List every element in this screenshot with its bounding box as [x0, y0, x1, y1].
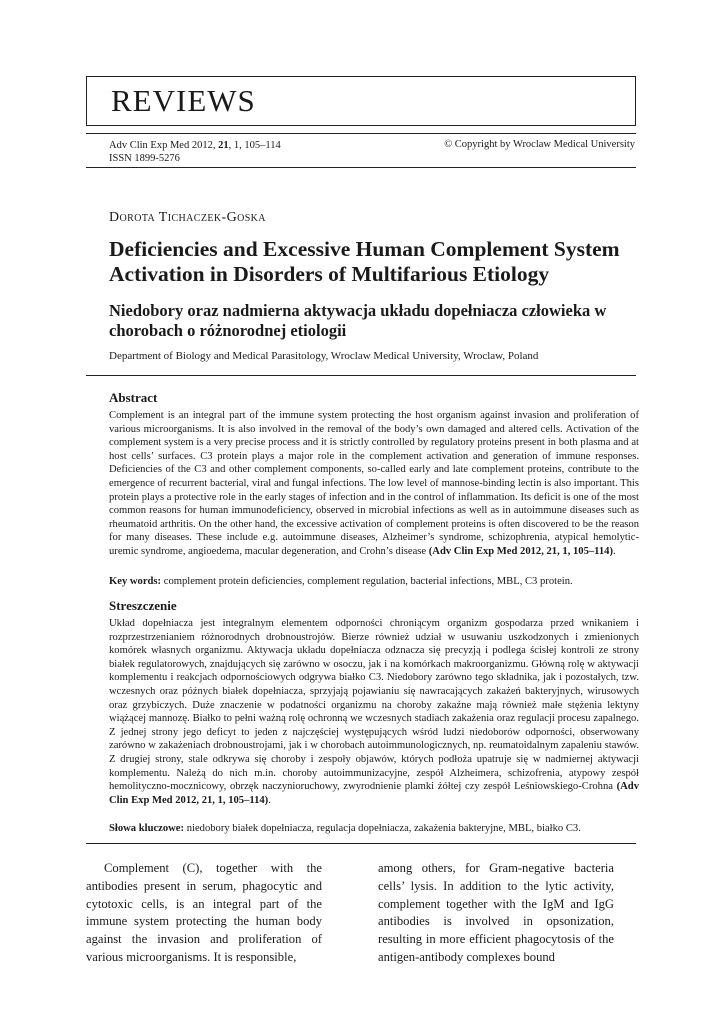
body-column-left: Complement (C), together with the antibodies present in serum, phagocytic and cytotoxic cells, is an integral part of the immune system protecting the human body against the invasion and proliferation of various microorganisms. It is responsible, [86, 861, 322, 964]
journal-citation-suffix: , 1, 105–114 [228, 140, 281, 151]
slowa-kluczowe-label: Słowa kluczowe: [109, 823, 185, 834]
header-bottom-rule [86, 167, 636, 168]
journal-volume: 21 [218, 140, 229, 151]
abstract-body: Complement is an integral part of the immune system protecting the host organism against invasion and proliferation of various microorganisms. It is also involved in the removal of the body’s own damaged and altered cells. Activation of the complement system is a very precise process and it is strictly controlled by regulatory proteins present in both plasma and at host cells’ surfaces. C3 protein plays a major role in the complement activation and generation of immune responses. Deficiencies of the C3 and other complement components, so-called early and late complement proteins, contribute to the emergence of recurrent bacterial, viral and fungal infections. The low level of mannose-binding lectin is also important. This protein plays a protective role in the early stages of infection and in the control of inflammation. Its deficit is one of the most common reasons for human immunodeficiency, observed in microbial infections as well as in autoimmune diseases such as rheumatoid arthritis. On the other hand, the excessive activation of complement proteins is often discovered to be the reason for many diseases. These include e.g. autoimmune diseases, Alzheimer’s syndrome, schizophrenia, atypical hemolytic-uremic syndrome, angioedema, macular degeneration, and Crohn’s disease (Adv Clin Exp Med 2012, 21, 1, 105–114). [109, 410, 639, 557]
streszczenie-citation: (Adv Clin Exp Med 2012, 21, 1, 105–114) [109, 781, 639, 806]
abstract-top-rule [86, 375, 636, 376]
article-title: Deficiencies and Excessive Human Complement System Activation in Disorders of Multifarious Etiology [109, 237, 620, 286]
section-label-box [86, 76, 636, 126]
streszczenie-text: Układ dopełniacza jest integralnym elementem odporności chroniącym organizm gospodarza przed wnikaniem i rozprzestrzenianiem różnorodnych drobnoustrojów. Bierze również udział w usuwaniu uszkodzonych i zmienionych komórek własnych organizmu. Aktywacja układu dopełniacza odznacza się precyzją i podlega ścisłej kontroli ze strony białek regulatorowych, znajdujących się zarówno w osoczu, jak i na komórkach makroorganizmu. Główną rolę w aktywacji komplementu i reakcjach odpornościowych odgrywa białko C3. Niedobory zarówno tego składnika, jak i pozostałych, tzw. wczesnych oraz późnych białek dopełniacza, sprzyjają pojawianiu się nawracających zakażeń bakteryjnych, wirusowych oraz grzybiczych. Duże znaczenie w podatności organizmu na choroby zakaźne mają również małe stężenia lektyny wiążącej mannozę. Białko to pełni ważną rolę ochronną we wczesnych stadiach zakażenia oraz regulacji procesu zapalnego. Z jednej strony jego deficyt to jeden z najczęściej występujących wśród ludzi niedoborów odporności, obserwowany zarówno w zakażeniach drobnoustrojami, jak i w chorobach autoimmunologicznych, np. reumatoidalnym zapaleniu stawów. Z drugiej strony, stale odkrywa się choroby i zespoły objawów, których podłoża upatruje się w nadmiernej aktywacji komplementu. Należą do nich m.in. choroby autoimmunizacyjne, zespół Alzheimera, schizofrenia, atypowy zespół hemolityczno-mocznicowy, obrzęk naczynioruchowy, zwyrodnienie plamki żółtej czy zespół Leśniowskiego-Crohna [109, 618, 639, 793]
issn: ISSN 1899-5276 [109, 153, 180, 164]
article-subtitle-polish: Niedobory oraz nadmierna aktywacja układu dopełniacza człowieka w chorobach o różnorodnej etiologii [109, 301, 607, 340]
journal-citation [109, 139, 281, 152]
abstract-citation: (Adv Clin Exp Med 2012, 21, 1, 105–114) [428, 545, 614, 557]
abstract-text: Complement is an integral part of the immune system protecting the host organism against invasion and proliferation of various microorganisms. It is also involved in the removal of the body’s own damaged and altered cells. Activation of the complement system is a very precise process and it is strictly controlled by regulatory proteins present in both plasma and at host cells’ surfaces. C3 protein plays a major role in the complement activation and generation of immune responses. Deficiencies of the C3 and other complement components, so-called early and late complement proteins, contribute to the emergence of recurrent bacterial, viral and fungal infections. The low level of mannose-binding lectin is also important. This protein plays a protective role in the early stages of infection and in the control of inflammation. Its deficit is one of the most common reasons for human immunodeficiency, observed in microbial infections as well as in autoimmune diseases such as rheumatoid arthritis. On the other hand, the excessive activation of complement proteins is often discovered to be the reason for many diseases. These include e.g. autoimmune diseases, Alzheimer’s syndrome, schizophrenia, atypical hemolytic-uremic syndrome, angioedema, macular degeneration, and Crohn’s disease [109, 410, 639, 557]
streszczenie-body: Układ dopełniacza jest integralnym elementem odporności chroniącym organizm gospodarza przed wnikaniem i rozprzestrzenianiem różnorodnych drobnoustrojów. Bierze również udział w usuwaniu uszkodzonych i zmienionych komórek własnych organizmu. Aktywacja układu dopełniacza odznacza się precyzją i podlega ścisłej kontroli ze strony białek regulatorowych, znajdujących się zarówno w osoczu, jak i na komórkach makroorganizmu. Główną rolę w aktywacji komplementu i reakcjach odpornościowych odgrywa białko C3. Niedobory zarówno tego składnika, jak i pozostałych, tzw. wczesnych oraz późnych białek dopełniacza, sprzyjają pojawianiu się nawracających zakażeń bakteryjnych, wirusowych oraz grzybiczych. Duże znaczenie w podatności organizmu na choroby zakaźne mają również małe stężenia lektyny wiążącej mannozę. Białko to pełni ważną rolę ochronną we wczesnych stadiach zakażenia oraz regulacji procesu zapalnego. Z jednej strony jego deficyt to jeden z najczęściej występujących wśród ludzi niedoborów odporności, obserwowany zarówno w zakażeniach drobnoustrojami, jak i w chorobach autoimmunologicznych, np. reumatoidalnym zapaleniu stawów. Z drugiej strony, stale odkrywa się choroby i zespoły objawów, których podłoża upatruje się w nadmiernej aktywacji komplementu. Należą do nich m.in. choroby autoimmunizacyjne, zespół Alzheimera, schizofrenia, atypowy zespół hemolityczno-mocznicowy, obrzęk naczynioruchowy, zwyrodnienie plamki żółtej czy zespół Leśniowskiego-Crohna (Adv Clin Exp Med 2012, 21, 1, 105–114). [109, 618, 639, 806]
author-affiliation: Department of Biology and Medical Parasitology, Wroclaw Medical University, Wroclaw, Poland [109, 350, 539, 362]
journal-citation-prefix: Adv Clin Exp Med 2012, [109, 140, 219, 151]
section-label: REVIEWS [111, 83, 256, 118]
abstract-bottom-rule [86, 843, 636, 844]
keywords-label: Key words: [109, 576, 162, 587]
slowa-kluczowe-text: niedobory białek dopełniacza, regulacja dopełniacza, zakażenia bakteryjne, MBL, białko C3. [186, 823, 581, 834]
keywords-text: complement protein deficiencies, complement regulation, bacterial infections, MBL, C3 protein. [163, 576, 573, 587]
body-column-right: among others, for Gram-negative bacteria cells’ lysis. In addition to the lytic activity, complement together with the IgM and IgG antibodies is involved in opsonization, resulting in more efficient phagocytosis of the antigen-antibody complexes bound [378, 861, 614, 964]
streszczenie-heading: Streszczenie [109, 598, 177, 613]
abstract-heading: Abstract [109, 390, 158, 405]
header-top-rule [86, 133, 636, 134]
abstract-keywords [109, 575, 639, 589]
author-name: Dorota Tichaczek-Goska [109, 210, 266, 225]
copyright: © Copyright by Wroclaw Medical University [444, 139, 635, 150]
streszczenie-keywords [109, 822, 639, 836]
